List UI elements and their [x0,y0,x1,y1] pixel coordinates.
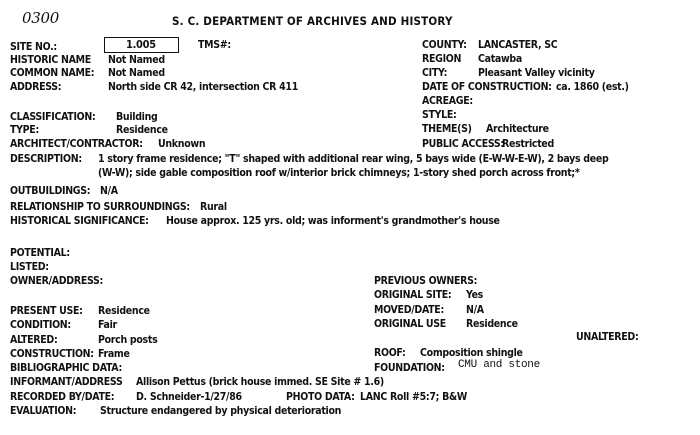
original-use-label: ORIGINAL USE [374,318,446,330]
acreage-label: ACREAGE: [422,95,473,107]
themes-value: Architecture [486,123,549,135]
form-title: S. C. DEPARTMENT OF ARCHIVES AND HISTORY [172,14,453,28]
tms-label: TMS#: [198,39,231,51]
recorded-by-value: D. Schneider-1/27/86 [136,391,242,403]
historic-name-value: Not Named [108,54,165,66]
recorded-by-label: RECORDED BY/DATE: [10,391,115,403]
site-no-value: 1.005 [126,38,156,51]
county-value: LANCASTER, SC [478,39,558,51]
description-line-2: (W-W); side gable composition roof w/interior brick chimneys; 1-story shed porch across front;* [98,167,580,179]
unaltered-label: UNALTERED: [576,331,639,343]
address-label: ADDRESS: [10,81,62,93]
region-value: Catawba [478,53,522,65]
moved-date-value: N/A [466,304,484,316]
type-label: TYPE: [10,124,39,136]
altered-value: Porch posts [98,334,158,346]
description-line-1: 1 story frame residence; "T" shaped with additional rear wing, 5 bays wide (E-W-W-E-W), 2 bays deep [98,153,609,165]
classification-value: Building [116,111,158,123]
public-access-value: Restricted [502,138,555,150]
condition-value: Fair [98,319,117,331]
outbuildings-label: OUTBUILDINGS: [10,185,91,197]
historical-significance-label: HISTORICAL SIGNIFICANCE: [10,215,149,227]
relationship-label: RELATIONSHIP TO SURROUNDINGS: [10,201,190,213]
evaluation-value: Structure endangered by physical deterioration [100,405,342,417]
common-name-label: COMMON NAME: [10,67,95,79]
evaluation-label: EVALUATION: [10,405,77,417]
roof-value: Composition shingle [420,347,523,359]
photo-data-value: LANC Roll #5:7; B&W [360,391,468,403]
date-of-construction-value: ca. 1860 (est.) [556,81,629,93]
bibliographic-data-label: BIBLIOGRAPHIC DATA: [10,362,122,374]
present-use-value: Residence [98,305,150,317]
condition-label: CONDITION: [10,319,71,331]
form-number: 0300 [22,9,59,27]
outbuildings-value: N/A [100,185,118,197]
present-use-label: PRESENT USE: [10,305,83,317]
altered-label: ALTERED: [10,334,58,346]
listed-label: LISTED: [10,261,49,273]
construction-label: CONSTRUCTION: [10,348,94,360]
roof-label: ROOF: [374,347,406,359]
owner-address-label: OWNER/ADDRESS: [10,275,103,287]
historic-name-label: HISTORIC NAME [10,54,91,66]
original-use-value: Residence [466,318,518,330]
region-label: REGION [422,53,462,65]
type-value: Residence [116,124,168,136]
address-value: North side CR 42, intersection CR 411 [108,81,298,93]
common-name-value: Not Named [108,67,165,79]
site-no-label: SITE NO.: [10,41,57,53]
themes-label: THEME(S) [422,123,472,135]
historical-significance-value: House approx. 125 yrs. old; was informent's grandmother's house [166,215,500,227]
construction-value: Frame [98,348,130,360]
previous-owners-label: PREVIOUS OWNERS: [374,275,478,287]
classification-label: CLASSIFICATION: [10,111,96,123]
informant-address-value: Allison Pettus (brick house immed. SE Site # 1.6) [136,376,384,388]
foundation-label: FOUNDATION: [374,362,445,374]
informant-address-label: INFORMANT/ADDRESS [10,376,123,388]
county-label: COUNTY: [422,39,467,51]
architect-label: ARCHITECT/CONTRACTOR: [10,138,143,150]
description-label: DESCRIPTION: [10,153,82,165]
public-access-label: PUBLIC ACCESS: [422,138,504,150]
original-site-label: ORIGINAL SITE: [374,289,452,301]
style-label: STYLE: [422,109,457,121]
city-value: Pleasant Valley vicinity [478,67,595,79]
city-label: CITY: [422,67,448,79]
potential-label: POTENTIAL: [10,247,70,259]
architect-value: Unknown [158,138,206,150]
photo-data-label: PHOTO DATA: [286,391,355,403]
moved-date-label: MOVED/DATE: [374,304,444,316]
relationship-value: Rural [200,201,227,213]
foundation-value: CMU and stone [458,359,540,371]
original-site-value: Yes [466,289,484,301]
date-of-construction-label: DATE OF CONSTRUCTION: [422,81,552,93]
